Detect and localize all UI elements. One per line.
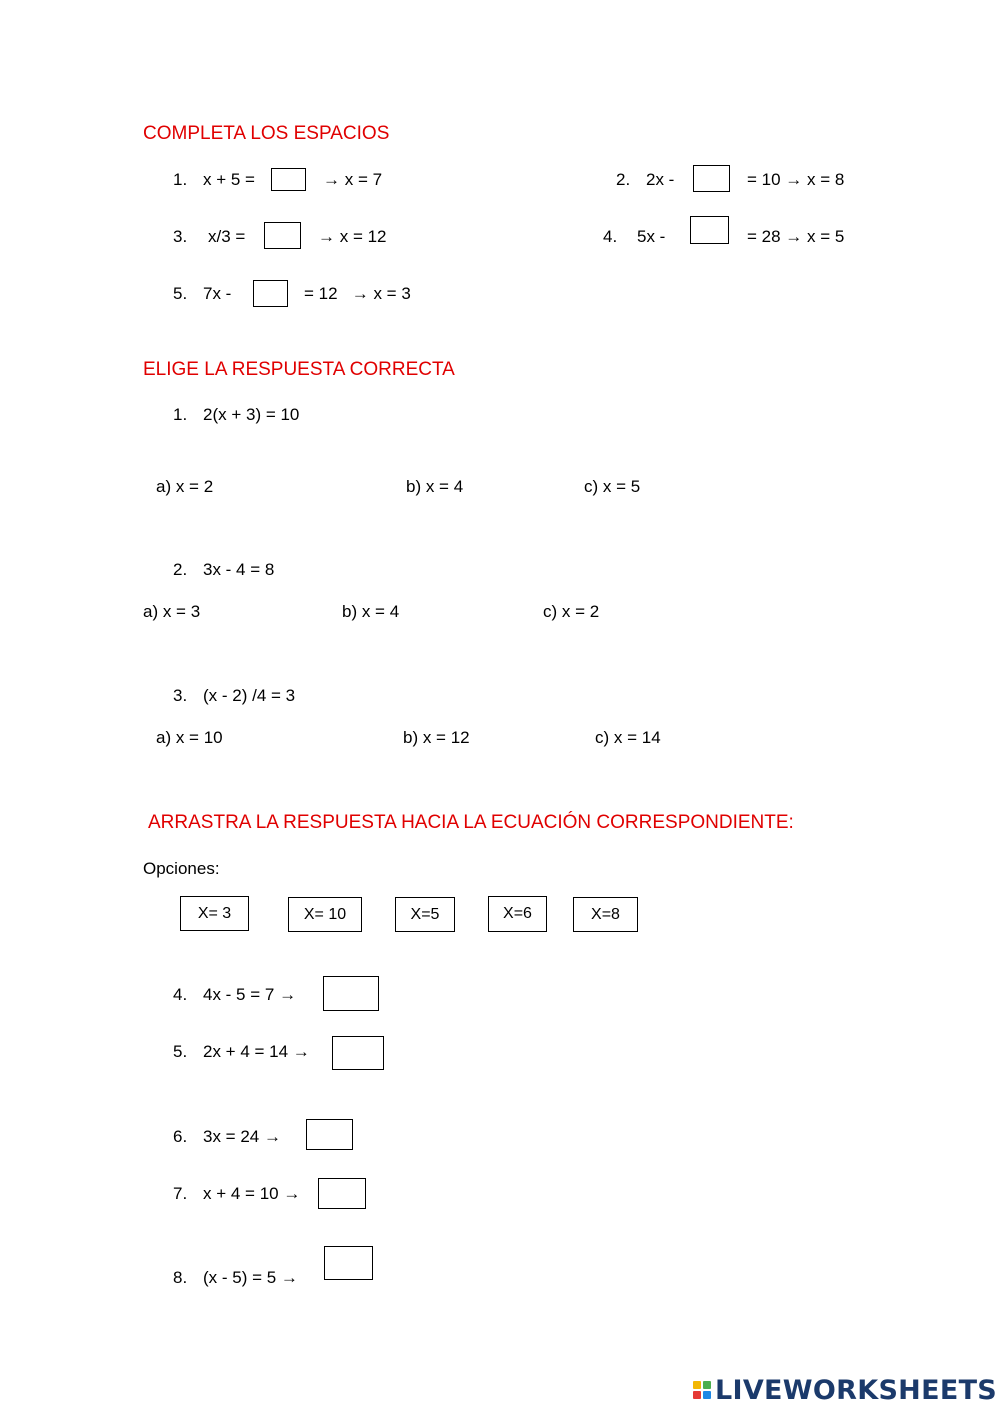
equation-before: x + 5 = xyxy=(203,170,255,189)
equation-after: = 10 → x = 8 xyxy=(747,170,845,189)
equation-after: = 12 → x = 3 xyxy=(304,284,411,303)
logo-text: LIVEWORKSHEETS xyxy=(715,1374,998,1406)
drop-item-7 xyxy=(173,1185,300,1202)
drop-equation: 4x - 5 = 7 → xyxy=(203,985,297,1004)
answer-box-1[interactable] xyxy=(271,168,306,191)
drop-equation: 2x + 4 = 14 → xyxy=(203,1042,310,1061)
logo-squares-icon xyxy=(693,1381,711,1399)
item-number: 4. xyxy=(173,985,188,1004)
section3-title: ARRASTRA LA RESPUESTA HACIA LA ECUACIÓN CORRESPONDIENTE: xyxy=(148,812,794,833)
item-number: 6. xyxy=(173,1127,188,1146)
drop-box-4[interactable] xyxy=(323,976,379,1011)
item-number: 2. xyxy=(616,170,631,189)
answer-box-4[interactable] xyxy=(690,216,729,244)
section1-title: COMPLETA LOS ESPACIOS xyxy=(143,123,390,144)
answer-box-2[interactable] xyxy=(693,165,730,192)
answer-box-5[interactable] xyxy=(253,280,288,307)
q1-option-c[interactable]: c) x = 5 xyxy=(584,477,641,496)
fill-item-3-text xyxy=(173,228,245,245)
drop-box-7[interactable] xyxy=(318,1178,366,1209)
question-equation: (x - 2) /4 = 3 xyxy=(203,686,296,705)
drop-box-5[interactable] xyxy=(332,1036,384,1070)
question-equation: 3x - 4 = 8 xyxy=(203,560,275,579)
drag-option-x5[interactable]: X=5 xyxy=(395,897,455,932)
item-number: 8. xyxy=(173,1268,188,1287)
item-number: 3. xyxy=(173,227,188,246)
drop-item-5 xyxy=(173,1043,310,1060)
question-1 xyxy=(173,406,299,423)
drop-equation: (x - 5) = 5 → xyxy=(203,1268,298,1287)
equation-before: 2x - xyxy=(646,170,675,189)
drop-box-8[interactable] xyxy=(324,1246,373,1280)
drop-equation: 3x = 24 → xyxy=(203,1127,281,1146)
liveworksheets-logo xyxy=(693,1376,997,1404)
drop-item-6 xyxy=(173,1128,281,1145)
item-number: 7. xyxy=(173,1184,188,1203)
question-number: 2. xyxy=(173,560,188,579)
q3-option-b[interactable]: b) x = 12 xyxy=(403,728,470,747)
q2-option-a[interactable]: a) x = 3 xyxy=(143,602,201,621)
equation-before: 7x - xyxy=(203,284,232,303)
equation-before: x/3 = xyxy=(208,227,246,246)
drag-option-x6[interactable]: X=6 xyxy=(488,896,547,932)
drag-option-x3[interactable]: X= 3 xyxy=(180,896,249,931)
item-number: 1. xyxy=(173,170,188,189)
q1-option-a[interactable]: a) x = 2 xyxy=(156,477,214,496)
fill-item-2-text xyxy=(616,171,674,188)
item-number: 5. xyxy=(173,1042,188,1061)
q3-option-c[interactable]: c) x = 14 xyxy=(595,728,661,747)
q2-option-b[interactable]: b) x = 4 xyxy=(342,602,400,621)
equation-after: → x = 12 xyxy=(318,227,387,246)
fill-item-1-text xyxy=(173,171,255,188)
fill-item-4-text xyxy=(603,228,665,245)
question-number: 3. xyxy=(173,686,188,705)
drag-option-x8[interactable]: X=8 xyxy=(573,897,638,932)
q1-option-b[interactable]: b) x = 4 xyxy=(406,477,464,496)
answer-box-3[interactable] xyxy=(264,222,301,249)
q2-option-c[interactable]: c) x = 2 xyxy=(543,602,600,621)
fill-item-5-text xyxy=(173,285,231,302)
drop-equation: x + 4 = 10 → xyxy=(203,1184,301,1203)
options-label: Opciones: xyxy=(143,859,220,878)
equation-after: = 28 → x = 5 xyxy=(747,227,845,246)
drop-item-4 xyxy=(173,986,296,1003)
question-number: 1. xyxy=(173,405,188,424)
equation-before: 5x - xyxy=(637,227,666,246)
section2-title: ELIGE LA RESPUESTA CORRECTA xyxy=(143,359,455,380)
drag-option-x10[interactable]: X= 10 xyxy=(288,897,362,932)
q3-option-a[interactable]: a) x = 10 xyxy=(156,728,223,747)
question-equation: 2(x + 3) = 10 xyxy=(203,405,300,424)
question-3 xyxy=(173,687,295,704)
equation-after: → x = 7 xyxy=(323,170,383,189)
item-number: 5. xyxy=(173,284,188,303)
drop-box-6[interactable] xyxy=(306,1119,353,1150)
drop-item-8 xyxy=(173,1269,298,1286)
question-2 xyxy=(173,561,274,578)
item-number: 4. xyxy=(603,227,618,246)
